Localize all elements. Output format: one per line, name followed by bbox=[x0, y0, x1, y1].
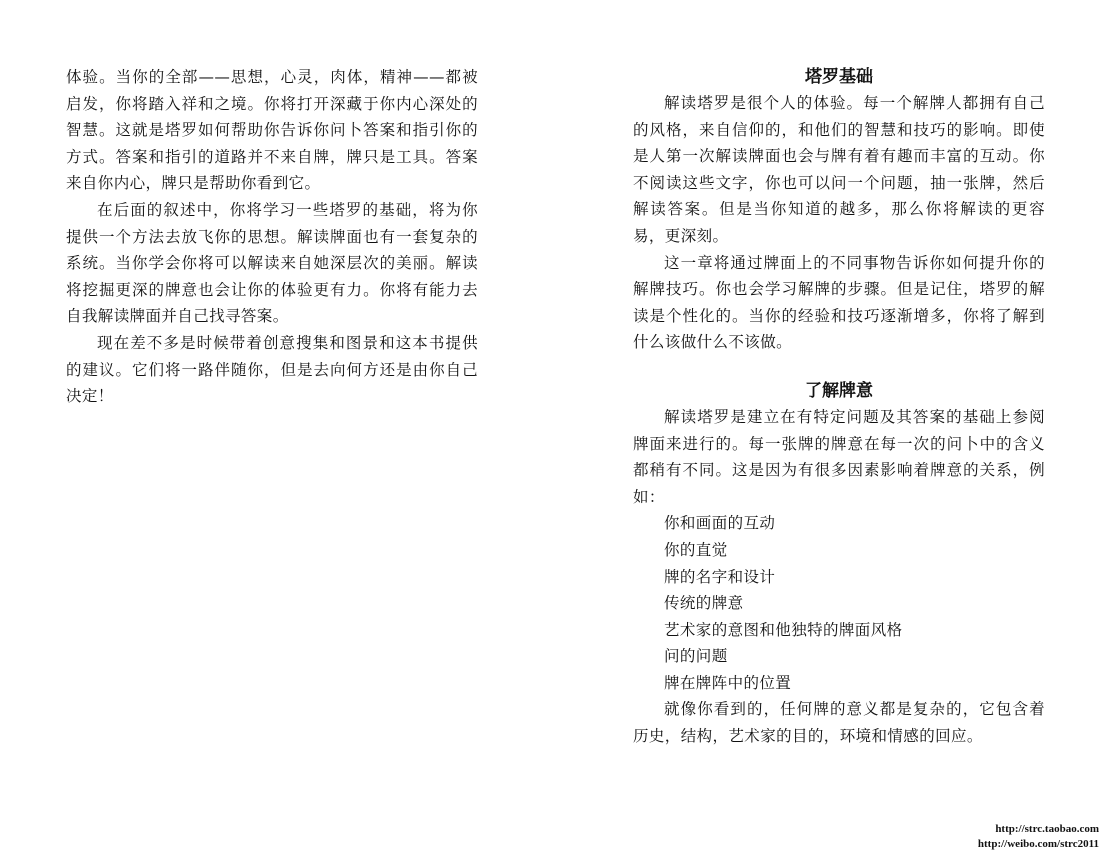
footer-weibo-url: http://weibo.com/strc2011 bbox=[977, 838, 1099, 850]
list-item: 问的问题 bbox=[664, 647, 728, 666]
section-heading-card-meaning: 了解牌意 bbox=[805, 380, 873, 401]
left-paragraph-3: 现在差不多是时候带着创意搜集和图景和这本书提供的建议。它们将一路伴随你，但是去向何方还是由你自己决定！ bbox=[66, 333, 478, 406]
list-item: 牌在牌阵中的位置 bbox=[664, 673, 792, 692]
section1-paragraph-2: 这一章将通过牌面上的不同事物告诉你如何提升你的解牌技巧。你也会学习解牌的步骤。但是记住，塔罗的解读是个性化的。当你的经验和技巧逐渐增多，你将了解到什么该做什么不该做。 bbox=[633, 253, 1045, 352]
section-spacer bbox=[633, 356, 1045, 378]
list-item: 牌的名字和设计 bbox=[664, 567, 776, 586]
list-item: 艺术家的意图和他独特的牌面风格 bbox=[664, 620, 903, 639]
right-page bbox=[633, 64, 1045, 750]
section-heading-tarot-basics: 塔罗基础 bbox=[805, 67, 873, 87]
list-item: 你和画面的互动 bbox=[664, 514, 776, 533]
footer-taobao-url: http://strc.taobao.com bbox=[995, 823, 1099, 835]
left-paragraph-1: 体验。当你的全部——思想，心灵，肉体，精神——都被启发，你将踏入祥和之境。你将打开深藏于你内心深处的智慧。这就是塔罗如何帮助你告诉你问卜答案和指引你的方式。答案和指引的道路并不来自牌，牌只是工具。答案来自你内心，牌只是帮助你看到它。 bbox=[66, 68, 478, 193]
section2-intro: 解读塔罗是建立在有特定问题及其答案的基础上参阅牌面来进行的。每一张牌的牌意在每一次的问卜中的含义都稍有不同。这是因为有很多因素影响着牌意的关系，例如： bbox=[633, 407, 1045, 506]
left-page bbox=[66, 64, 478, 410]
left-paragraph-2: 在后面的叙述中，你将学习一些塔罗的基础，将为你提供一个方法去放飞你的思想。解读牌面也有一套复杂的系统。当你学会你将可以解读来自她深层次的美丽。解读将挖掘更深的牌意也会让你的体验更有力。你将有能力去自我解读牌面并自己找寻答案。 bbox=[66, 200, 478, 326]
section1-paragraph-1: 解读塔罗是很个人的体验。每一个解牌人都拥有自己的风格，来自信仰的，和他们的智慧和技巧的影响。即使是人第一次解读牌面也会与牌有着有趣而丰富的互动。你不阅读这些文字，你也可以问一个问题，抽一张牌，然后解读答案。但是当你知道的越多，那么你将解读的更容易，更深刻。 bbox=[633, 94, 1045, 245]
section2-outro: 就像你看到的，任何牌的意义都是复杂的，它包含着历史，结构，艺术家的目的，环境和情感的回应。 bbox=[633, 700, 1045, 746]
footer-watermark bbox=[978, 822, 1099, 852]
list-item: 你的直觉 bbox=[664, 540, 728, 559]
list-item: 传统的牌意 bbox=[664, 594, 744, 613]
